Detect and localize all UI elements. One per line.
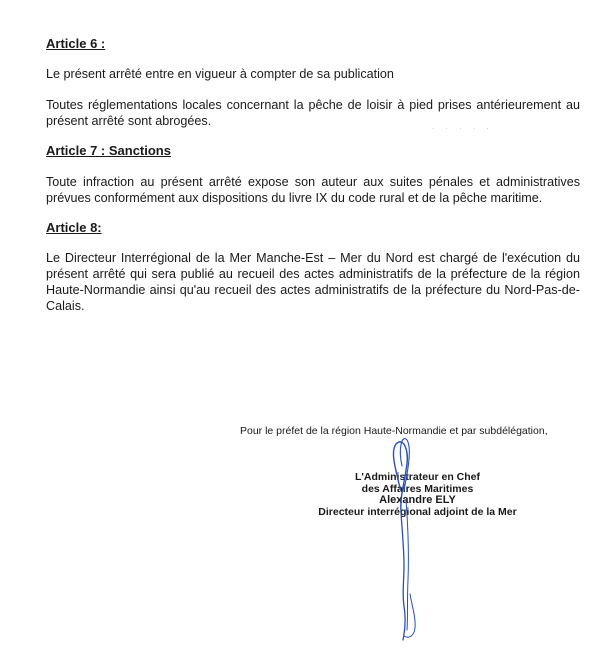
article-8-heading: Article 8: [46,220,102,235]
signatory-name: Alexandre ELY [379,494,456,506]
article-6-heading: Article 6 : [46,36,106,51]
signature-stroke-second [406,500,408,630]
article-6-paragraph-2-line-2: présent arrêté sont abrogées. [46,114,212,128]
handwritten-signature [360,430,450,645]
article-6-paragraph-2-line-1: Toutes réglementations locales concernant la pêche de loisir à pied prises antérieurement au [46,98,580,112]
article-8-paragraph-1-line-4: Calais. [46,299,85,313]
article-6-paragraph-2 [46,97,580,129]
signatory-title-line-1: L'Administrateur en Chef [354,471,480,483]
signature-stroke-main [401,512,405,640]
article-7-paragraph-1-line-2: prévues conformément aux dispositions du livre IX du code rural et de la pêche maritime. [46,191,543,205]
article-8-paragraph-1 [46,250,580,314]
scan-artifact: · · · · · [432,126,494,132]
article-8-paragraph-1-line-1: Le Directeur Interrégional de la Mer Manche-Est – Mer du Nord est chargé de l'exécution du [46,251,580,265]
article-7-paragraph-1-line-1: Toute infraction au présent arrêté expose son auteur aux suites pénales et administratives [46,175,580,189]
article-8-paragraph-1-line-3: Haute-Normandie ainsi qu'au recueil des actes administratifs de la préfecture du Nord-Pas-de- [46,283,580,297]
signatory-title-line-2: des Affaires Maritimes [361,482,474,495]
article-7-heading: Article 7 : Sanctions [46,143,171,158]
signature-intro: Pour le préfet de la région Haute-Normandie et par subdélégation, [240,425,548,437]
article-6-paragraph-1 [46,66,580,82]
article-8-paragraph-1-line-2: présent arrêté qui sera publié au recueil des actes administratifs de la préfecture de la région [46,267,580,281]
article-7-paragraph-1 [46,174,580,206]
signature-stroke-flourish [404,594,415,637]
article-6-paragraph-1-line-1: Le présent arrêté entre en vigueur à compter de sa publication [46,67,394,81]
signatory-role: Directeur interrégional adjoint de la Mer [318,505,517,518]
